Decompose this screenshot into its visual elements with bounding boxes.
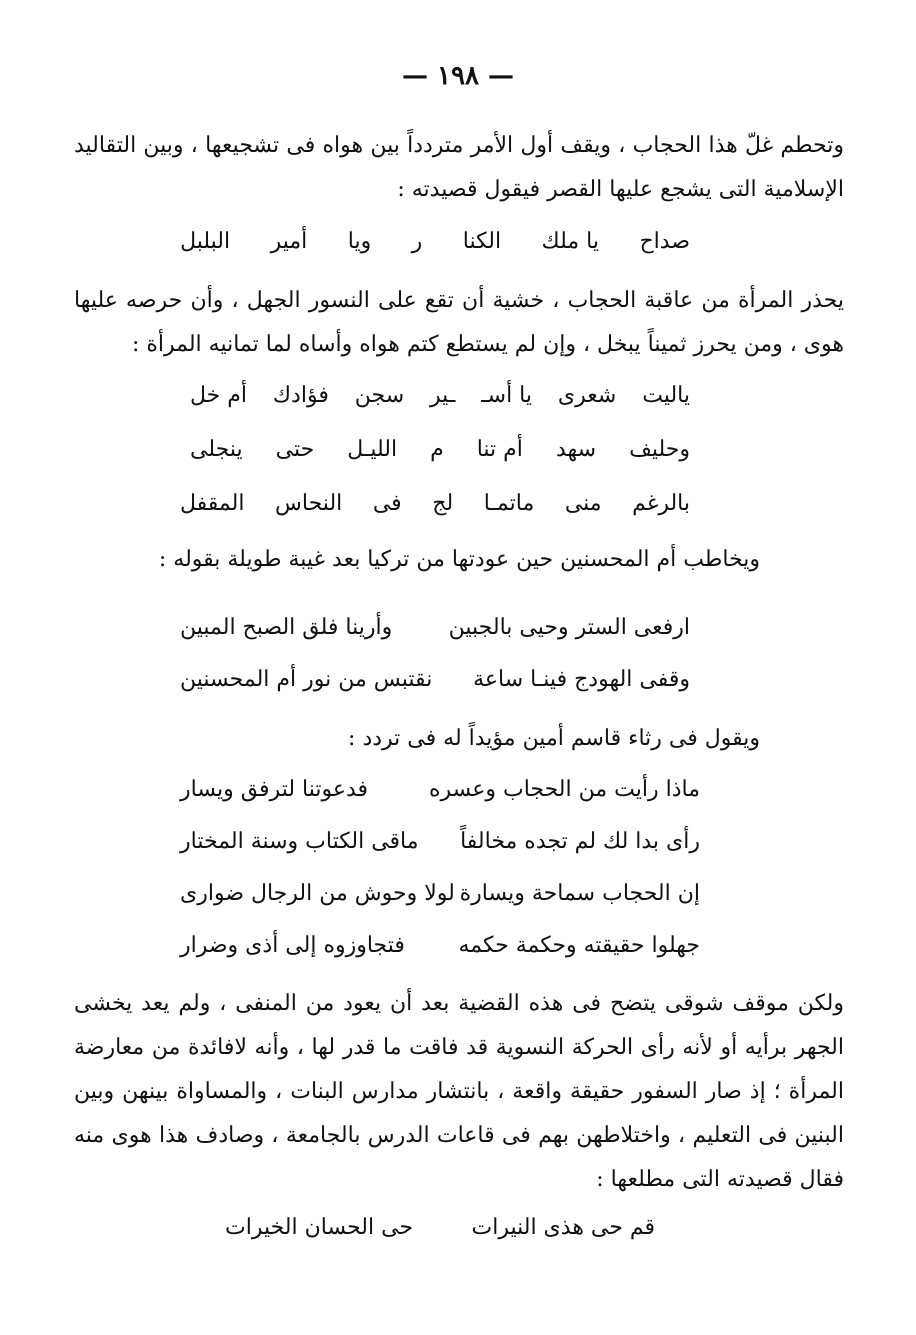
- verse-first-hemistich: إن الحجاب سماحة ويسارة: [459, 881, 700, 906]
- verse-first-hemistich: ماذا رأيت من الحجاب وعسره: [428, 777, 700, 802]
- verse-6: [180, 658, 690, 702]
- verse-7: [180, 768, 700, 812]
- verse-word: ماتمـا: [483, 491, 535, 516]
- verse-word: ـير: [430, 383, 456, 408]
- verse-word: لج: [432, 491, 454, 516]
- verse-word: شعرى: [557, 383, 617, 408]
- verse-second-hemistich: حى الحسان الخيرات: [225, 1215, 414, 1240]
- verse-9: [180, 872, 700, 916]
- verse-word: ويا: [347, 229, 372, 254]
- paragraph-intro: وتحطم غلّ هذا الحجاب ، ويقف أول الأمر متردداً بين هواه فى تشجيعها ، وبين التقاليد الإسلامية التى يشجع عليها القصر فيقول قصيدته :: [74, 133, 844, 202]
- paragraph-warning: يحذر المرأة من عاقبة الحجاب ، خشية أن تقع على النسور الجهل ، وأن حرصه عليها هوى ، ومن يحرز ثميناً يبخل ، وإن لم يستطع كتم هواه وأساه لما تمانيه المرأة :: [74, 288, 844, 357]
- verse-word: أمير: [270, 229, 308, 254]
- verse-word: المقفل: [180, 491, 245, 516]
- verse-first-hemistich: ارفعى الستر وحيى بالجبين: [448, 615, 690, 640]
- verse-11: [225, 1206, 655, 1250]
- verse-word: فؤادك: [272, 383, 329, 408]
- verse-first-hemistich: وقفى الهودج فينـا ساعة: [473, 667, 690, 692]
- verse-word: حتى: [275, 437, 315, 462]
- verse-word: سهد: [555, 437, 597, 462]
- verse-second-hemistich: فتجاوزوه إلى أذى وضرار: [180, 933, 405, 958]
- verse-first-hemistich: جهلوا حقيقته وحكمة حكمه: [458, 933, 700, 958]
- verse-4: [180, 482, 690, 526]
- verse-word: النحاس: [275, 491, 343, 516]
- verse-word: البلبل: [180, 229, 231, 254]
- verse-word: منى: [564, 491, 602, 516]
- verse-word: ر: [411, 229, 423, 254]
- verse-2: [190, 374, 690, 418]
- verse-word: م: [430, 437, 444, 462]
- verse-word: الكنا: [462, 229, 502, 254]
- verse-word: فى: [372, 491, 402, 516]
- verse-second-hemistich: نقتبس من نور أم المحسنين: [180, 667, 433, 692]
- verse-first-hemistich: قم حى هذى النيرات: [471, 1215, 655, 1240]
- verse-word: صداح: [639, 229, 690, 254]
- verse-word: يا أسـ: [481, 383, 532, 408]
- verse-word: يا ملك: [541, 229, 599, 254]
- verse-10: [180, 924, 700, 968]
- verse-word: ياليت: [642, 383, 690, 408]
- verse-second-hemistich: لولا وحوش من الرجال ضوارى: [180, 881, 455, 906]
- verse-word: أم تنا: [476, 437, 523, 462]
- verse-word: وحليف: [629, 437, 690, 462]
- verse-word: سجن: [354, 383, 405, 408]
- page-number: — ١٩٨ —: [401, 61, 515, 91]
- verse-8: [180, 820, 700, 864]
- paragraph-elegy: ويقول فى رثاء قاسم أمين مؤيداً له فى تردد :: [348, 726, 760, 751]
- verse-second-hemistich: وأرينا فلق الصبح المبين: [180, 615, 393, 640]
- verse-1: [180, 220, 690, 264]
- verse-word: الليـل: [347, 437, 398, 462]
- paragraph-address: ويخاطب أم المحسنين حين عودتها من تركيا بعد غيبة طويلة بقوله :: [158, 547, 760, 572]
- paragraph-conclusion: ولكن موقف شوقى يتضح فى هذه القضية بعد أن يعود من المنفى ، ولم يعد يخشى الجهر برأيه أو لأنه رأى الحركة النسوية قد فاقت ما قدر لها ، وأنه لافائدة من معارضة المرأة ؛ إذ صار السفور حقيقة واقعة ، بانتشار مدارس البنات ، والمساواة بينهن وبين البنين فى التعليم ، واختلاطهن بهم فى قاعات الدرس بالجامعة ، وصادف هذا هوى منه فقال قصيدته التى مطلعها :: [74, 991, 844, 1192]
- verse-3: [190, 428, 690, 472]
- verse-second-hemistich: ماقى الكتاب وسنة المختار: [180, 829, 419, 854]
- verse-word: أم خل: [190, 383, 247, 408]
- verse-word: بالرغم: [632, 491, 690, 516]
- verse-second-hemistich: فدعوتنا لترفق ويسار: [180, 777, 369, 802]
- verse-word: ينجلى: [190, 437, 243, 462]
- verse-5: [180, 606, 690, 650]
- verse-first-hemistich: رأى بدا لك لم تجده مخالفاً: [460, 829, 700, 854]
